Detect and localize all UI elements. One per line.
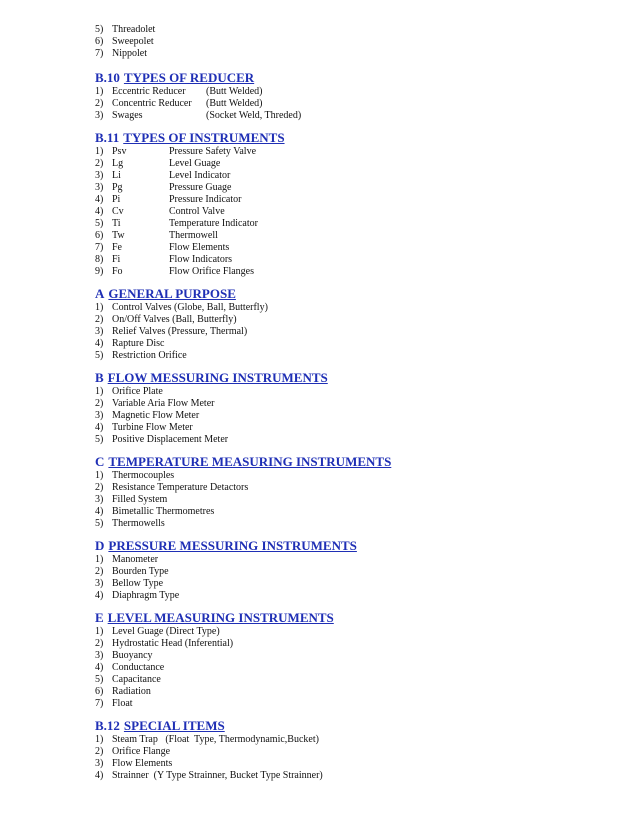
level-list: [95, 626, 615, 710]
section-heading-instruments: B.11 TYPES OF INSTRUMENTS: [95, 130, 285, 145]
temperature-title-link[interactable]: TEMPERATURE MEASURING INSTRUMENTS: [108, 454, 392, 469]
general-list: [95, 302, 615, 362]
pressure-list: [95, 554, 615, 602]
list-item: 7) Float: [95, 698, 133, 709]
instruments-title-link[interactable]: TYPES OF INSTRUMENTS: [123, 130, 285, 145]
flow-list: [95, 386, 615, 446]
list-item: 1) Manometer: [95, 554, 159, 565]
section-heading-pressure: D PRESSURE MESSURING INSTRUMENTS: [95, 538, 357, 553]
list-item: 1) Eccentric Reducer (Butt Welded): [95, 86, 263, 97]
list-item: 5) Capacitance: [95, 674, 161, 685]
list-item: 9) Fo Flow Orifice Flanges: [95, 266, 254, 277]
reducer-title-link[interactable]: TYPES OF REDUCER: [123, 70, 255, 85]
list-item: 1) Control Valves (Globe, Ball, Butterfly): [95, 302, 268, 313]
temperature-list: [95, 470, 615, 530]
list-item: 3) Magnetic Flow Meter: [95, 410, 200, 421]
list-item: 6) Radiation: [95, 686, 151, 697]
list-item: 1) Thermocouples: [95, 470, 175, 481]
list-item: 2) Lg Level Guage: [95, 158, 221, 169]
list-item: 4) Bimetallic Thermometres: [95, 506, 215, 517]
reducer-list: [95, 86, 615, 122]
section-heading-temperature: C TEMPERATURE MEASURING INSTRUMENTS: [95, 454, 392, 469]
list-item: 1) Steam Trap (Float Type, Thermodynamic,Bucket): [95, 734, 319, 745]
pressure-title-link[interactable]: PRESSURE MESSURING INSTRUMENTS: [108, 538, 357, 553]
list-item: 7) Fe Flow Elements: [95, 242, 230, 253]
special-title-link[interactable]: SPECIAL ITEMS: [123, 718, 225, 733]
list-item: 5) Restriction Orifice: [95, 350, 187, 361]
list-item: 5) Thermowells: [95, 518, 165, 529]
list-item: 3) Buoyancy: [95, 650, 153, 661]
list-item: 1) Psv Pressure Safety Valve: [95, 146, 257, 157]
list-item: 5) Threadolet: [95, 24, 156, 35]
list-item: 2) Variable Aria Flow Meter: [95, 398, 215, 409]
section-heading-reducer: B.10 TYPES OF REDUCER: [95, 70, 255, 85]
list-item: 3) Flow Elements: [95, 758, 173, 769]
list-item: 4) Pi Pressure Indicator: [95, 194, 242, 205]
section-heading-special: B.12 SPECIAL ITEMS: [95, 718, 225, 733]
list-item: 2) Orifice Flange: [95, 746, 171, 757]
list-item: 4) Cv Control Valve: [95, 206, 225, 217]
section-heading-flow: B FLOW MESSURING INSTRUMENTS: [95, 370, 328, 385]
list-item: 2) Resistance Temperature Detactors: [95, 482, 249, 493]
list-item: 4) Diaphragm Type: [95, 590, 180, 601]
flow-title-link[interactable]: FLOW MESSURING INSTRUMENTS: [107, 370, 328, 385]
list-item: 6) Sweepolet: [95, 36, 154, 47]
list-item: 8) Fi Flow Indicators: [95, 254, 233, 265]
list-item: 3) Pg Pressure Guage: [95, 182, 232, 193]
general-title-link[interactable]: GENERAL PURPOSE: [108, 286, 236, 301]
list-item: 5) Positive Displacement Meter: [95, 434, 229, 445]
list-item: 5) Ti Temperature Indicator: [95, 218, 258, 229]
section-heading-general: A GENERAL PURPOSE: [95, 286, 236, 301]
list-item: 4) Turbine Flow Meter: [95, 422, 193, 433]
list-item: 3) Swages (Socket Weld, Threded): [95, 110, 302, 121]
list-item: 2) Hydrostatic Head (Inferential): [95, 638, 234, 649]
fittings-list: [95, 24, 615, 60]
list-item: 2) Concentric Reducer (Butt Welded): [95, 98, 263, 109]
section-heading-level: E LEVEL MEASURING INSTRUMENTS: [95, 610, 334, 625]
instruments-list: [95, 146, 615, 278]
document-page: [95, 24, 615, 782]
list-item: 4) Rapture Disc: [95, 338, 165, 349]
level-title-link[interactable]: LEVEL MEASURING INSTRUMENTS: [107, 610, 334, 625]
list-item: 2) Bourden Type: [95, 566, 169, 577]
list-item: 1) Level Guage (Direct Type): [95, 626, 220, 637]
list-item: 6) Tw Thermowell: [95, 230, 218, 241]
special-list: [95, 734, 615, 782]
list-item: 4) Strainner (Y Type Strainner, Bucket Type Strainner): [95, 770, 323, 781]
list-item: 7) Nippolet: [95, 48, 147, 59]
list-item: 1) Orifice Plate: [95, 386, 163, 397]
list-item: 4) Conductance: [95, 662, 165, 673]
list-item: 3) Bellow Type: [95, 578, 164, 589]
list-item: 3) Li Level Indicator: [95, 170, 231, 181]
list-item: 2) On/Off Valves (Ball, Butterfly): [95, 314, 237, 325]
list-item: 3) Relief Valves (Pressure, Thermal): [95, 326, 248, 337]
list-item: 3) Filled System: [95, 494, 168, 505]
